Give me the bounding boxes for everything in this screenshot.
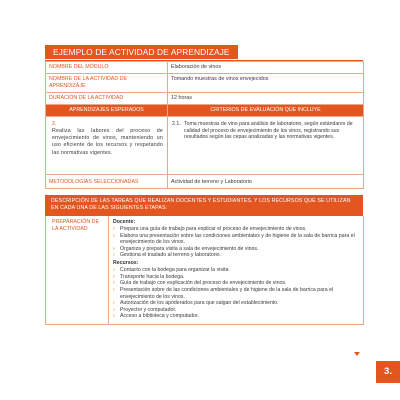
bullet-chevron-icon: ›	[113, 252, 115, 259]
value-duracion: 12 horas	[168, 93, 364, 105]
label-modulo: NOMBRE DEL MÓDULO	[46, 62, 168, 74]
continue-arrow-icon	[354, 352, 360, 356]
docente-item	[113, 226, 357, 233]
aprendizaje-text: Realiza las labores del proceso de envejecimiento de vinos, manteniendo un uso eficiente de los recursos y respetando las normativas vigentes.	[52, 128, 163, 156]
page-number-badge: 3.	[376, 361, 400, 383]
bullet-chevron-icon: ›	[113, 280, 115, 287]
docente-list	[113, 226, 357, 259]
recurso-item	[113, 280, 357, 287]
row-learning	[46, 117, 364, 175]
bullet-chevron-icon: ›	[113, 313, 115, 320]
value-metodologias: Actividad de terreno y Laboratorio	[168, 175, 364, 189]
recurso-item-text: Guía de trabajo con explicación del proceso de envejecimiento de vinos.	[120, 280, 287, 287]
docente-item-text: Prepara una guía de trabajo para explicar el proceso de envejecimiento de vinos.	[120, 226, 307, 233]
bullet-chevron-icon: ›	[113, 232, 115, 239]
recurso-item-text: Autorización de los apoderados para que salgan del establecimiento.	[120, 300, 279, 307]
recurso-item	[113, 307, 357, 314]
header-aprendizajes: APRENDIZAJES ESPERADOS	[46, 105, 168, 117]
recurso-item-text: Presentación sobre de las condiciones ambientales y de higiene de la sala de barrica para el envejecimiento de los vinos.	[120, 286, 334, 300]
bullet-chevron-icon: ›	[113, 286, 115, 293]
recurso-item	[113, 274, 357, 281]
row-modulo	[46, 62, 364, 74]
recurso-item	[113, 287, 357, 300]
stage-table	[45, 216, 364, 325]
value-actividad: Tomando muestras de vinos envejecidos	[168, 74, 364, 93]
recurso-item	[113, 267, 357, 274]
bullet-chevron-icon: ›	[113, 306, 115, 313]
value-modulo: Elaboración de vinos	[168, 62, 364, 74]
row-actividad	[46, 74, 364, 93]
recurso-item	[113, 300, 357, 307]
label-duracion: DURACIÓN DE LA ACTIVIDAD	[46, 93, 168, 105]
criterio-text: Toma muestras de vino para análisis de laboratorio, según estándares de calidad del proceso de envejecimiento de los vinos, registrando sus resultados según las cepas analizadas y las normativas vigentes.	[184, 121, 353, 141]
activity-document	[45, 42, 363, 325]
bullet-chevron-icon: ›	[113, 245, 115, 252]
row-metodologias	[46, 175, 364, 189]
docente-title: Docente:	[113, 219, 136, 225]
recursos-title: Recursos:	[113, 260, 139, 267]
recursos-list	[113, 267, 357, 320]
docente-item-text: Organiza y prepara visita a sala de envejecimiento de vinos.	[120, 245, 259, 252]
label-metodologias: METODOLOGÍAS SELECCIONADAS	[46, 175, 168, 189]
criterio-cell	[168, 117, 364, 175]
recurso-item-text: Acceso a biblioteca y computador.	[120, 313, 199, 320]
row-preparacion	[46, 216, 364, 324]
row-headers	[46, 105, 364, 117]
bullet-chevron-icon: ›	[113, 267, 115, 274]
docente-item-text: Elabora una presentación sobre las condiciones ambientales y de higiene de la sala de barrica para el envejecimiento de los vinos.	[120, 232, 355, 246]
aprendizaje-cell	[46, 117, 168, 175]
docente-item	[113, 246, 357, 253]
document-title: EJEMPLO DE ACTIVIDAD DE APRENDIZAJE	[45, 45, 238, 59]
bullet-chevron-icon: ›	[113, 226, 115, 233]
criterio-number: 2.1.	[172, 121, 181, 127]
bullet-chevron-icon: ›	[113, 300, 115, 307]
stage-label: PREPARACIÓN DE LA ACTIVIDAD	[46, 216, 109, 324]
header-criterios: CRITERIOS DE EVALUACIÓN QUE INCLUYE	[168, 105, 364, 117]
recurso-item	[113, 313, 357, 320]
row-duracion	[46, 93, 364, 105]
docente-item	[113, 252, 357, 259]
label-actividad: NOMBRE DE LA ACTIVIDAD DE APRENDIZAJE	[46, 74, 168, 93]
docente-item-text: Gestiona el traslado al terreno y laboratorio.	[120, 252, 221, 259]
docente-item	[113, 233, 357, 246]
bullet-chevron-icon: ›	[113, 273, 115, 280]
aprendizaje-number: 2.	[52, 121, 57, 127]
activity-table	[45, 61, 364, 189]
recurso-item-text: Transporte hacia la bodega.	[120, 273, 185, 280]
description-band: DESCRIPCIÓN DE LAS TAREAS QUE REALIZAN DOCENTES Y ESTUDIANTES, Y LOS RECURSOS QUE SE UTILIZAN EN CADA UNA DE LAS SIGUIENTES ETAPAS:	[45, 195, 363, 216]
recurso-item-text: Contacto con la bodega para organizar la visita.	[120, 267, 230, 274]
recurso-item-text: Proyector y computador.	[120, 306, 177, 313]
stage-content	[109, 216, 364, 324]
